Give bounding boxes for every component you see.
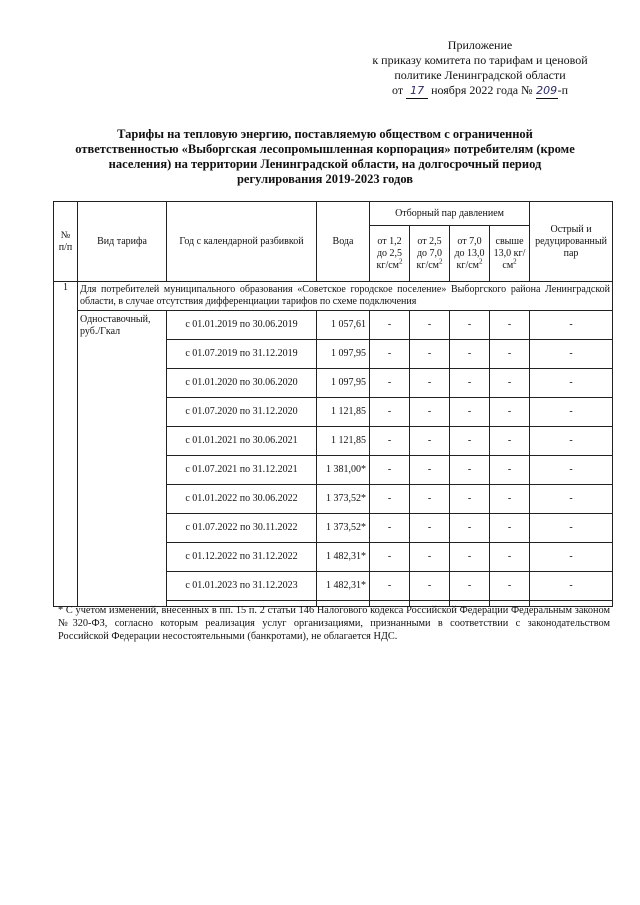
steam-1-value: -	[370, 514, 410, 543]
header-steam-2-exp: 2	[439, 257, 443, 266]
water-value: 1 482,31*	[317, 543, 370, 572]
steam-2-value: -	[410, 514, 450, 543]
steam-4-value: -	[490, 427, 530, 456]
steam-4-value: -	[490, 543, 530, 572]
header-steam-3	[450, 226, 490, 282]
document-title: Тарифы на тепловую энергию, поставляемую обществом с ограниченной ответственностью «Выборгская лесопромышленная корпорация» потребителям (кроме населения) на территории Ленинградской области, на долгосрочный период регулирования 2019-2023 годов	[75, 127, 575, 186]
steam-1-value: -	[370, 485, 410, 514]
order-suffix: -п	[557, 83, 568, 97]
water-value: 1 097,95	[317, 340, 370, 369]
water-value: 1 057,61	[317, 311, 370, 340]
sharp-steam-value: -	[530, 398, 613, 427]
steam-1-value: -	[370, 398, 410, 427]
steam-2-value: -	[410, 311, 450, 340]
header-steam-3-exp: 2	[479, 257, 483, 266]
steam-4-value: -	[490, 572, 530, 601]
steam-2-value: -	[410, 427, 450, 456]
tariff-type-cell: Одноставочный, руб./Гкал	[78, 311, 167, 607]
sharp-steam-value: -	[530, 543, 613, 572]
header-steam-1	[370, 226, 410, 282]
header-steam-4-exp: 2	[513, 257, 517, 266]
water-value: 1 121,85	[317, 398, 370, 427]
water-value: 1 373,52*	[317, 514, 370, 543]
steam-3-value: -	[450, 572, 490, 601]
appendix-block	[360, 38, 600, 99]
water-value: 1 482,31*	[317, 572, 370, 601]
appendix-line-2: к приказу комитета по тарифам и ценовой	[372, 53, 588, 67]
steam-3-value: -	[450, 456, 490, 485]
appendix-line-3: политике Ленинградской области	[394, 68, 566, 82]
table-row	[54, 311, 613, 340]
steam-4-value: -	[490, 311, 530, 340]
tariff-table	[53, 201, 613, 607]
steam-4-value: -	[490, 369, 530, 398]
steam-3-value: -	[450, 398, 490, 427]
period-cell: с 01.01.2022 по 30.06.2022	[167, 485, 317, 514]
steam-2-value: -	[410, 398, 450, 427]
header-tariff-type: Вид тарифа	[78, 202, 167, 282]
header-no: № п/п	[54, 202, 78, 282]
header-steam-2	[410, 226, 450, 282]
sharp-steam-value: -	[530, 311, 613, 340]
steam-3-value: -	[450, 340, 490, 369]
header-period: Год с календарной разбивкой	[167, 202, 317, 282]
sharp-steam-value: -	[530, 572, 613, 601]
steam-1-value: -	[370, 572, 410, 601]
sharp-steam-value: -	[530, 427, 613, 456]
sharp-steam-value: -	[530, 369, 613, 398]
consumer-description: Для потребителей муниципального образования «Советское городское поселение» Выборгского района Ленинградской области, в случае отсутствия дифференциации тарифов по схеме подключения	[78, 282, 613, 311]
footnote: * С учетом изменений, внесенных в пп. 15 п. 2 статьи 146 Налогового кодекса Российской Федерации Федеральным законом №320-ФЗ, согласно которым реализация услуг организациями, признанными в соответствии с законодательством Российской Федерации несостоятельными (банкротами), не облагается НДС.	[58, 605, 610, 642]
header-steam-4	[490, 226, 530, 282]
header-row	[54, 202, 613, 226]
sharp-steam-value: -	[530, 340, 613, 369]
steam-3-value: -	[450, 514, 490, 543]
steam-4-value: -	[490, 485, 530, 514]
header-steam-1-text: от 1,2 до 2,5 кг/см	[376, 235, 403, 271]
steam-3-value: -	[450, 543, 490, 572]
period-cell: с 01.01.2019 по 30.06.2019	[167, 311, 317, 340]
steam-1-value: -	[370, 427, 410, 456]
steam-4-value: -	[490, 514, 530, 543]
water-value: 1 121,85	[317, 427, 370, 456]
header-steam-4-text: свыше 13,0 кг/см	[493, 235, 526, 271]
sharp-steam-value: -	[530, 514, 613, 543]
period-cell: с 01.07.2021 по 31.12.2021	[167, 456, 317, 485]
header-steam-3-text: от 7,0 до 13,0 кг/см	[454, 235, 485, 271]
period-cell: с 01.07.2020 по 31.12.2020	[167, 398, 317, 427]
steam-3-value: -	[450, 427, 490, 456]
period-cell: с 01.01.2020 по 30.06.2020	[167, 369, 317, 398]
handwritten-order-number: 209	[536, 84, 558, 97]
period-cell: с 01.07.2019 по 31.12.2019	[167, 340, 317, 369]
steam-2-value: -	[410, 456, 450, 485]
period-cell: с 01.07.2022 по 30.11.2022	[167, 514, 317, 543]
row-number: 1	[54, 282, 78, 607]
sharp-steam-value: -	[530, 456, 613, 485]
steam-1-value: -	[370, 369, 410, 398]
handwritten-day: 17	[406, 83, 428, 99]
steam-1-value: -	[370, 311, 410, 340]
steam-1-value: -	[370, 340, 410, 369]
steam-2-value: -	[410, 485, 450, 514]
water-value: 1 097,95	[317, 369, 370, 398]
header-sharp-steam: Острый и редуцированный пар	[530, 202, 613, 282]
sharp-steam-value: -	[530, 485, 613, 514]
appendix-line-1: Приложение	[447, 38, 513, 52]
steam-3-value: -	[450, 485, 490, 514]
period-cell: с 01.01.2023 по 31.12.2023	[167, 572, 317, 601]
period-cell: с 01.12.2022 по 31.12.2022	[167, 543, 317, 572]
steam-4-value: -	[490, 398, 530, 427]
water-value: 1 381,00*	[317, 456, 370, 485]
header-steam-group: Отборный пар давлением	[370, 202, 530, 226]
appendix-date-line	[360, 83, 600, 99]
steam-2-value: -	[410, 543, 450, 572]
water-value: 1 373,52*	[317, 485, 370, 514]
consumer-row	[54, 282, 613, 311]
steam-1-value: -	[370, 543, 410, 572]
steam-2-value: -	[410, 340, 450, 369]
header-steam-2-text: от 2,5 до 7,0 кг/см	[416, 235, 443, 271]
steam-3-value: -	[450, 311, 490, 340]
steam-4-value: -	[490, 340, 530, 369]
steam-2-value: -	[410, 572, 450, 601]
steam-1-value: -	[370, 456, 410, 485]
header-water: Вода	[317, 202, 370, 282]
steam-4-value: -	[490, 456, 530, 485]
date-prefix: от	[391, 83, 404, 97]
header-steam-1-exp: 2	[399, 257, 403, 266]
date-month-year: ноября 2022 года №	[431, 83, 533, 97]
steam-3-value: -	[450, 369, 490, 398]
period-cell: с 01.01.2021 по 30.06.2021	[167, 427, 317, 456]
steam-2-value: -	[410, 369, 450, 398]
